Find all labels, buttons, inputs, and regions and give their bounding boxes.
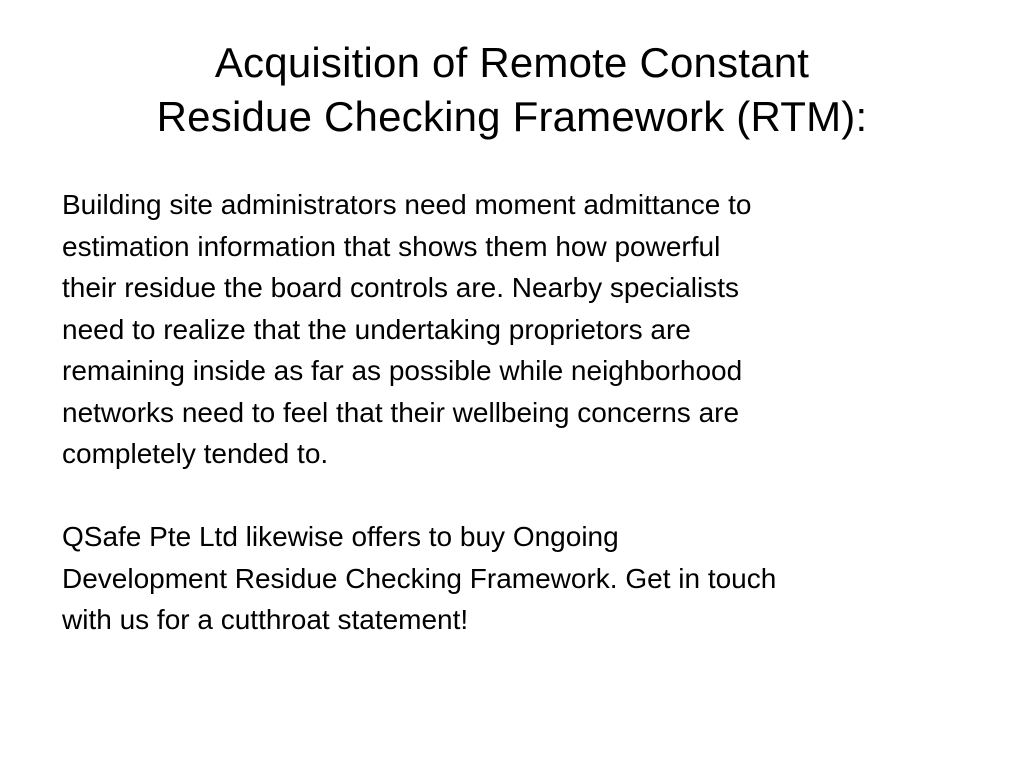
paragraph-line: need to realize that the undertaking proprietors are — [62, 313, 691, 345]
paragraph-line: Development Residue Checking Framework. Get in touch — [62, 562, 777, 594]
paragraph-line: completely tended to. — [62, 438, 329, 469]
body-paragraph-1 — [62, 184, 962, 475]
paragraph-line: remaining inside as far as possible while neighborhood — [62, 355, 743, 386]
paragraph-line: Building site administrators need moment admittance to — [62, 189, 752, 220]
slide-body — [62, 184, 962, 641]
paragraph-line: networks need to feel that their wellbeing concerns are — [62, 396, 740, 428]
slide-title-line-1: Acquisition of Remote Constant — [214, 39, 810, 86]
slide-title — [60, 36, 964, 144]
slide-title-line-2: Residue Checking Framework (RTM): — [156, 93, 868, 140]
paragraph-line: QSafe Pte Ltd likewise offers to buy Ongoing — [62, 521, 619, 552]
paragraph-line: estimation information that shows them how powerful — [62, 230, 721, 262]
paragraph-line: with us for a cutthroat statement! — [62, 604, 469, 635]
paragraph-line: their residue the board controls are. Nearby specialists — [62, 272, 740, 303]
body-paragraph-2 — [62, 516, 962, 641]
